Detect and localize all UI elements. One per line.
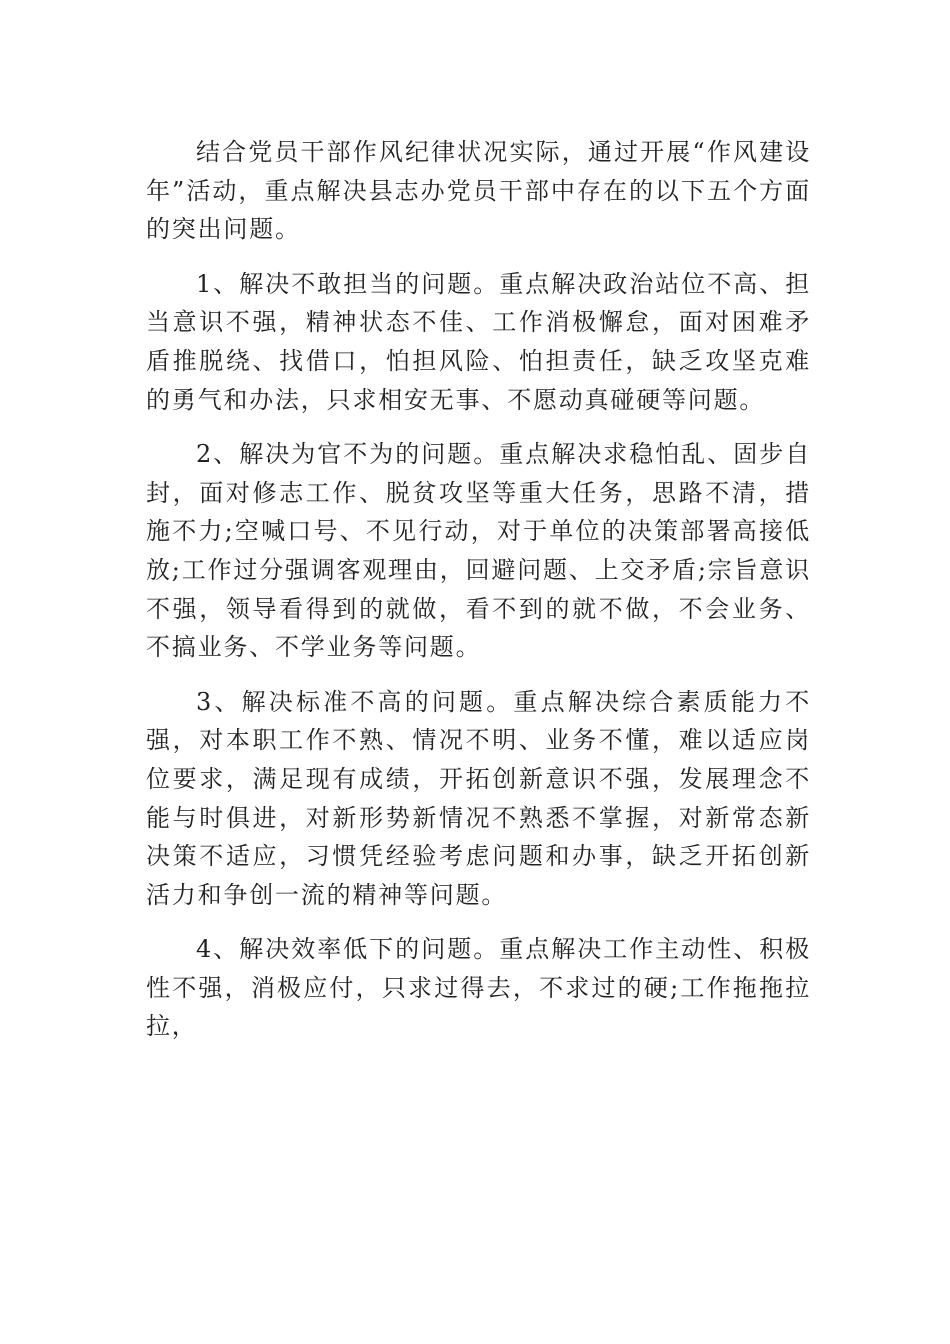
intro-paragraph: 结合党员干部作风纪律状况实际，通过开展“作风建设年”活动，重点解决县志办党员干部中存在的以下五个方面的突出问题。 [146,138,811,244]
item-3-paragraph: 3、解决标准不高的问题。重点解决综合素质能力不强，对本职工作不熟、情况不明、业务不懂，难以适应岗位要求，满足现有成绩，开拓创新意识不强，发展理念不能与时俱进，对新形势新情况不熟悉不掌握，对新常态新决策不适应，习惯凭经验考虑问题和办事，缺乏开拓创新活力和争创一流的精神等问题。 [146,687,811,909]
item-2-paragraph: 2、解决为官不为的问题。重点解决求稳怕乱、固步自封，面对修志工作、脱贫攻坚等重大任务，思路不清，措施不力;空喊口号、不见行动，对于单位的决策部署高接低放;工作过分强调客观理由，回避问题、上交矛盾;宗旨意识不强，领导看得到的就做，看不到的就不做，不会业务、不搞业务、不学业务等问题。 [146,440,811,662]
document-body [146,133,811,1062]
item-1-paragraph: 1、解决不敢担当的问题。重点解决政治站位不高、担当意识不强，精神状态不佳、工作消极懈怠，面对困难矛盾推脱绕、找借口，怕担风险、怕担责任，缺乏攻坚克难的勇气和办法，只求相安无事、不愿动真碰硬等问题。 [146,269,811,414]
item-4-paragraph: 4、解决效率低下的问题。重点解决工作主动性、积极性不强，消极应付，只求过得去，不求过的硬;工作拖拖拉拉， [146,935,811,1041]
